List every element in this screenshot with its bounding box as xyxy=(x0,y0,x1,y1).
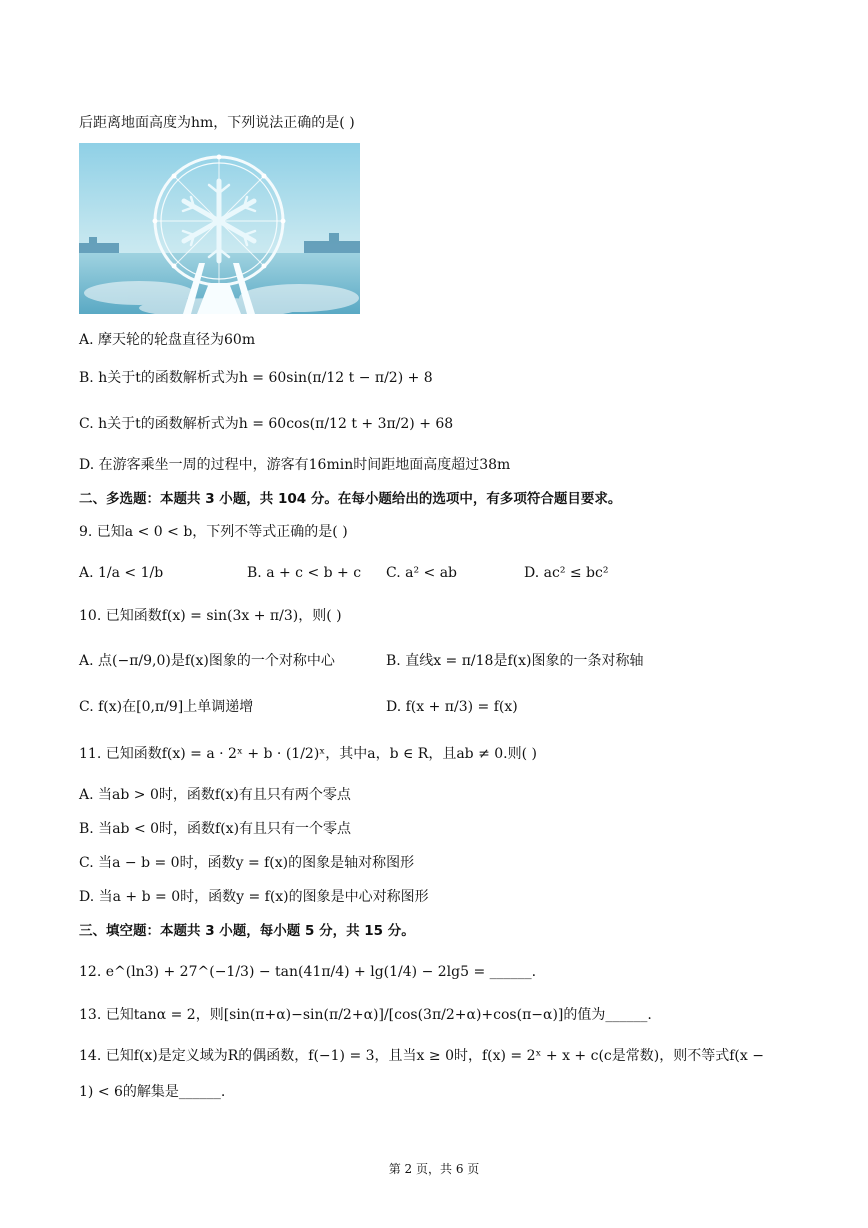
q9-option-c: C. a² < ab xyxy=(386,565,458,581)
q10-option-d: D. f(x + π/3) = f(x) xyxy=(386,699,518,715)
page-footer: 第 2 页，共 6 页 xyxy=(388,1162,480,1176)
q8-option-c: C. h关于t的函数解析式为h = 60cos(π/12 t + 3π/2) + 68 xyxy=(79,416,454,432)
q8-intro: 后距离地面高度为hm，下列说法正确的是( ) xyxy=(79,115,355,131)
q11-option-d: D. 当a + b = 0时，函数y = f(x)的图象是中心对称图形 xyxy=(79,889,429,905)
ferris-wheel-illustration xyxy=(79,143,360,314)
q10-option-b: B. 直线x = π/18是f(x)图象的一条对称轴 xyxy=(386,653,644,669)
q14-stem-line1: 14. 已知f(x)是定义域为R的偶函数，f(−1) = 3，且当x ≥ 0时，f(x) = 2ˣ + x + c(c是常数)，则不等式f(x − xyxy=(79,1048,764,1064)
q9-option-d: D. ac² ≤ bc² xyxy=(524,565,609,581)
q12-stem: 12. e^(ln3) + 27^(−1/3) − tan(41π/4) + lg(1/4) − 2lg5 = ______. xyxy=(79,964,537,980)
q11-option-b: B. 当ab < 0时，函数f(x)有且只有一个零点 xyxy=(79,821,352,837)
q8-option-d: D. 在游客乘坐一周的过程中，游客有16min时间距地面高度超过38m xyxy=(79,457,511,473)
section-3-heading: 三、填空题：本题共 3 小题，每小题 5 分，共 15 分。 xyxy=(79,923,415,939)
q9-stem: 9. 已知a < 0 < b，下列不等式正确的是( ) xyxy=(79,524,348,540)
q8-option-a: A. 摩天轮的轮盘直径为60m xyxy=(79,332,256,348)
q10-stem: 10. 已知函数f(x) = sin(3x + π/3)，则( ) xyxy=(79,608,342,624)
ferris-wheel-photo xyxy=(79,143,360,314)
q9-option-a: A. 1/a < 1/b xyxy=(79,565,164,581)
q11-option-c: C. 当a − b = 0时，函数y = f(x)的图象是轴对称图形 xyxy=(79,855,415,871)
q10-option-c: C. f(x)在[0,π/9]上单调递增 xyxy=(79,699,254,715)
q11-stem: 11. 已知函数f(x) = a · 2ˣ + b · (1/2)ˣ，其中a，b ∈ R，且ab ≠ 0.则( ) xyxy=(79,746,538,762)
q9-option-b: B. a + c < b + c xyxy=(247,565,362,581)
q11-option-a: A. 当ab > 0时，函数f(x)有且只有两个零点 xyxy=(79,787,351,803)
section-2-heading: 二、多选题：本题共 3 小题，共 104 分。在每小题给出的选项中，有多项符合题目要求。 xyxy=(79,491,622,507)
q8-option-b: B. h关于t的函数解析式为h = 60sin(π/12 t − π/2) + 8 xyxy=(79,370,433,386)
q13-stem: 13. 已知tanα = 2，则[sin(π+α)−sin(π/2+α)]/[cos(3π/2+α)+cos(π−α)]的值为______. xyxy=(79,1007,652,1023)
q14-stem-line2: 1) < 6的解集是______. xyxy=(79,1084,226,1100)
q10-option-a: A. 点(−π/9,0)是f(x)图象的一个对称中心 xyxy=(79,653,335,669)
